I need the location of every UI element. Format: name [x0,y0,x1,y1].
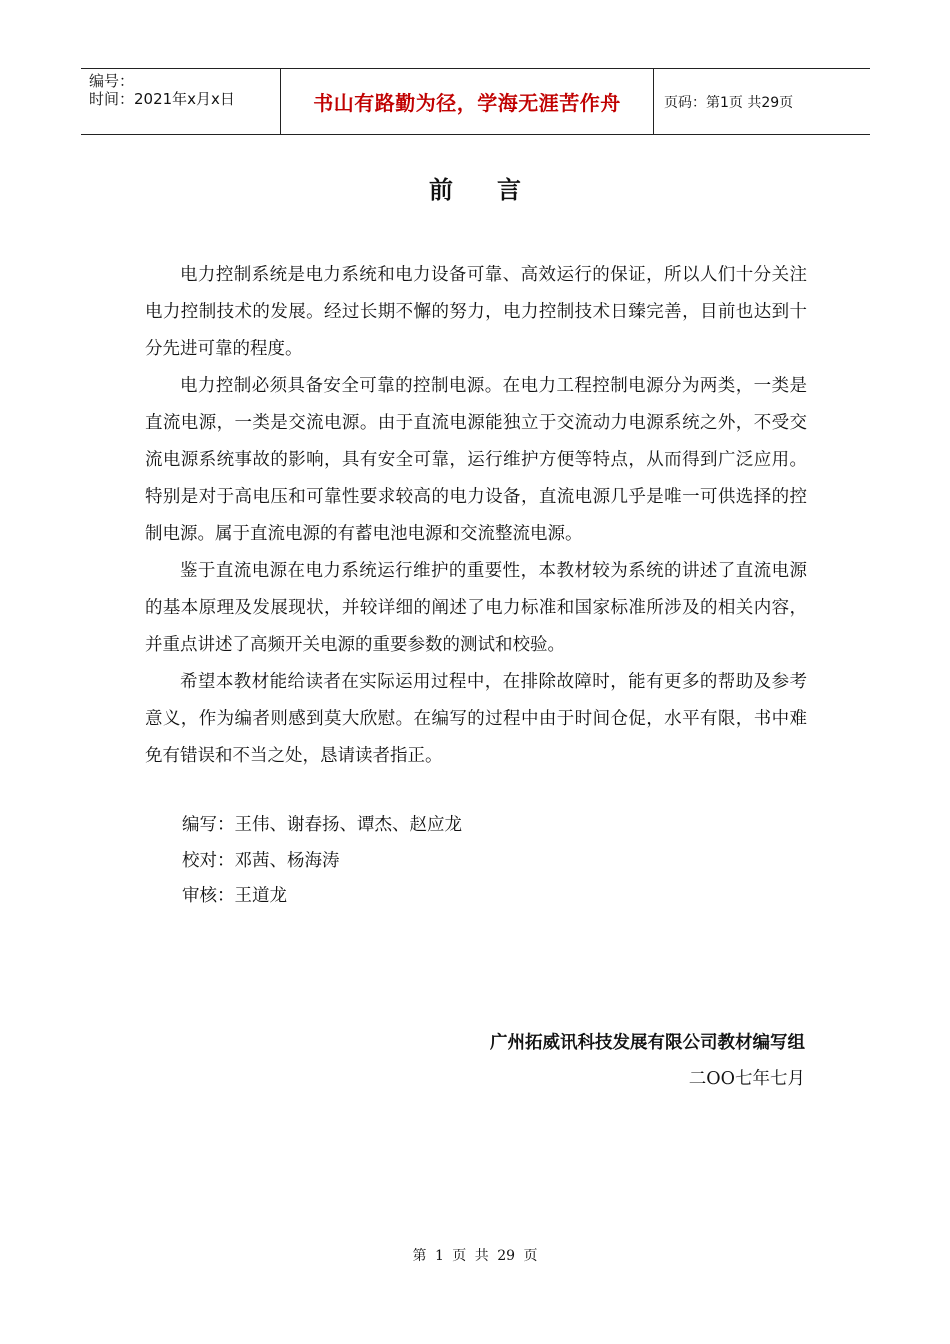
header-number-label: 编号： [89,72,135,90]
page-title: 前言 [429,176,565,204]
paragraph: 电力控制必须具备安全可靠的控制电源。在电力工程控制电源分为两类，一类是直流电源，一类是交流电源。由于直流电源能独立于交流动力电源系统之外，不受交流电源系统事故的影响，具有安全可靠，运行维护方便等特点，从而得到广泛应用。特别是对于高电压和可靠性要求较高的电力设备，直流电源几乎是唯一可供选择的控制电源。属于直流电源的有蓄电池电源和交流整流电源。 [145,376,807,544]
signature-date: 二OO七年七月 [688,1069,805,1089]
credit-review: 审核：王道龙 [182,886,287,906]
credits [182,808,462,915]
page-header [81,68,870,135]
header-page-info: 页码：第1页 共29页 [664,94,794,111]
header-time-label: 时间：2021年x月x日 [89,90,235,108]
header-meta [81,69,281,134]
paragraph: 希望本教材能给读者在实际运用过程中，在排除故障时，能有更多的帮助及参考意义，作为编者则感到莫大欣慰。在编写的过程中由于时间仓促，水平有限，书中难免有错误和不当之处，恳请读者指正。 [145,672,807,766]
credit-authors: 编写：王伟、谢春扬、谭杰、赵应龙 [182,815,462,835]
paragraph: 鉴于直流电源在电力系统运行维护的重要性，本教材较为系统的讲述了直流电源的基本原理及发展现状，并较详细的阐述了电力标准和国家标准所涉及的相关内容，并重点讲述了高频开关电源的重要参数的测试和校验。 [145,561,807,655]
signature-block [490,1025,805,1097]
header-motto: 书山有路勤为径，学海无涯苦作舟 [313,91,621,115]
page-footer: 第 1 页 共 29 页 [412,1248,538,1264]
preface-body [145,257,807,775]
paragraph: 电力控制系统是电力系统和电力设备可靠、高效运行的保证，所以人们十分关注电力控制技术的发展。经过长期不懈的努力，电力控制技术日臻完善，目前也达到十分先进可靠的程度。 [145,265,807,359]
signature-organization: 广州拓威讯科技发展有限公司教材编写组 [490,1033,805,1053]
credit-proofread: 校对：邓茜、杨海涛 [182,850,340,871]
header-motto-cell [281,69,654,134]
